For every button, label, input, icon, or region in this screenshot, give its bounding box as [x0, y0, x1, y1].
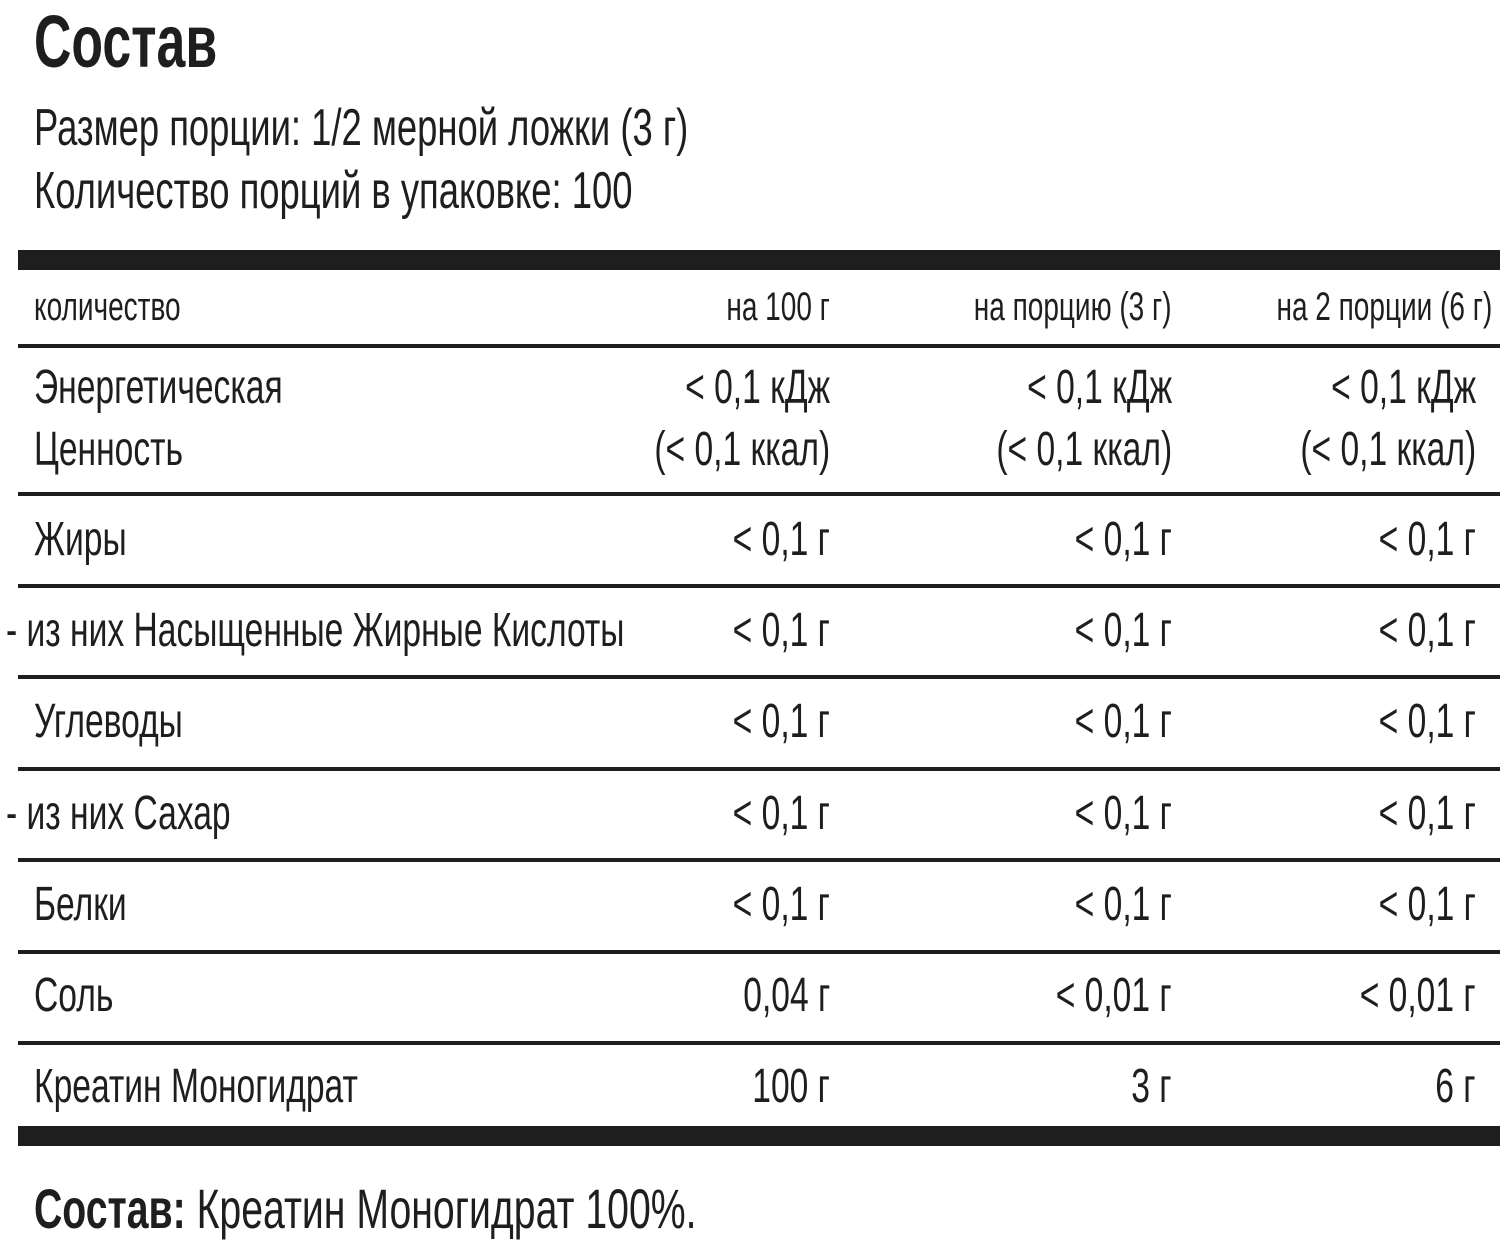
- table-row-label: - из них Сахар: [6, 787, 231, 840]
- column-header-per-serving: на порцию (3 г): [974, 285, 1172, 329]
- table-row-label: Жиры: [34, 513, 127, 566]
- column-header-amount: количество: [34, 285, 181, 329]
- table-cell-per-2-servings: < 0,1 г: [1378, 513, 1476, 566]
- table-cell-per-100g: < 0,1 г: [732, 695, 830, 748]
- table-cell-per-100g: 100 г: [752, 1060, 830, 1113]
- table-row-label: Соль: [34, 969, 114, 1022]
- row-divider: [18, 858, 1500, 862]
- table-cell-per-100g: < 0,1 г: [732, 787, 830, 840]
- column-header-per-100g: на 100 г: [726, 285, 830, 329]
- table-cell-per-serving: < 0,1 г: [1074, 604, 1172, 657]
- page-title: Состав: [34, 0, 218, 83]
- table-cell-per-serving: < 0,1 г: [1074, 513, 1172, 566]
- table-cell-per-serving: < 0,1 г: [1074, 695, 1172, 748]
- energy-label: Энергетическая: [34, 361, 283, 414]
- row-divider: [18, 950, 1500, 954]
- row-divider: [18, 492, 1500, 496]
- energy-kj-per-serving: < 0,1 кДж: [1027, 361, 1172, 414]
- table-cell-per-100g: < 0,1 г: [732, 513, 830, 566]
- table-cell-per-100g: < 0,1 г: [732, 878, 830, 931]
- table-bottom-rule: [18, 1126, 1500, 1146]
- energy-kcal-per-serving: (< 0,1 ккал): [996, 423, 1172, 476]
- table-cell-per-2-servings: < 0,1 г: [1378, 878, 1476, 931]
- row-divider: [18, 675, 1500, 679]
- table-top-rule: [18, 250, 1500, 270]
- energy-kj-per-100g: < 0,1 кДж: [685, 361, 830, 414]
- composition-text: Креатин Моногидрат 100%.: [185, 1177, 697, 1240]
- table-row-label: Белки: [34, 878, 127, 931]
- table-cell-per-serving: < 0,1 г: [1074, 878, 1172, 931]
- serving-size: Размер порции: 1/2 мерной ложки (3 г): [34, 99, 689, 157]
- energy-label-2: Ценность: [34, 423, 184, 476]
- energy-kcal-per-100g: (< 0,1 ккал): [654, 423, 830, 476]
- row-divider: [18, 767, 1500, 771]
- table-cell-per-100g: 0,04 г: [743, 969, 830, 1022]
- servings-per-container: Количество порций в упаковке: 100: [34, 162, 633, 220]
- table-row-label: Креатин Моногидрат: [34, 1060, 358, 1113]
- table-cell-per-2-servings: < 0,1 г: [1378, 787, 1476, 840]
- energy-kj-per-2-servings: < 0,1 кДж: [1331, 361, 1476, 414]
- table-row-label: - из них Насыщенные Жирные Кислоты: [6, 604, 625, 657]
- composition-line: [34, 1176, 980, 1242]
- table-cell-per-serving: < 0,1 г: [1074, 787, 1172, 840]
- column-header-per-2-servings: на 2 порции (6 г): [1276, 285, 1492, 329]
- table-cell-per-2-servings: 6 г: [1435, 1060, 1476, 1113]
- table-cell-per-serving: < 0,01 г: [1056, 969, 1172, 1022]
- table-cell-per-100g: < 0,1 г: [732, 604, 830, 657]
- row-divider: [18, 584, 1500, 588]
- table-cell-per-2-servings: < 0,1 г: [1378, 695, 1476, 748]
- table-row-label: Углеводы: [34, 695, 183, 748]
- table-cell-per-2-servings: < 0,01 г: [1360, 969, 1476, 1022]
- header-divider: [18, 344, 1500, 348]
- table-cell-per-2-servings: < 0,1 г: [1378, 604, 1476, 657]
- composition-label: Состав:: [34, 1177, 186, 1240]
- table-cell-per-serving: 3 г: [1131, 1060, 1172, 1113]
- row-divider: [18, 1041, 1500, 1045]
- energy-kcal-per-2-servings: (< 0,1 ккал): [1300, 423, 1476, 476]
